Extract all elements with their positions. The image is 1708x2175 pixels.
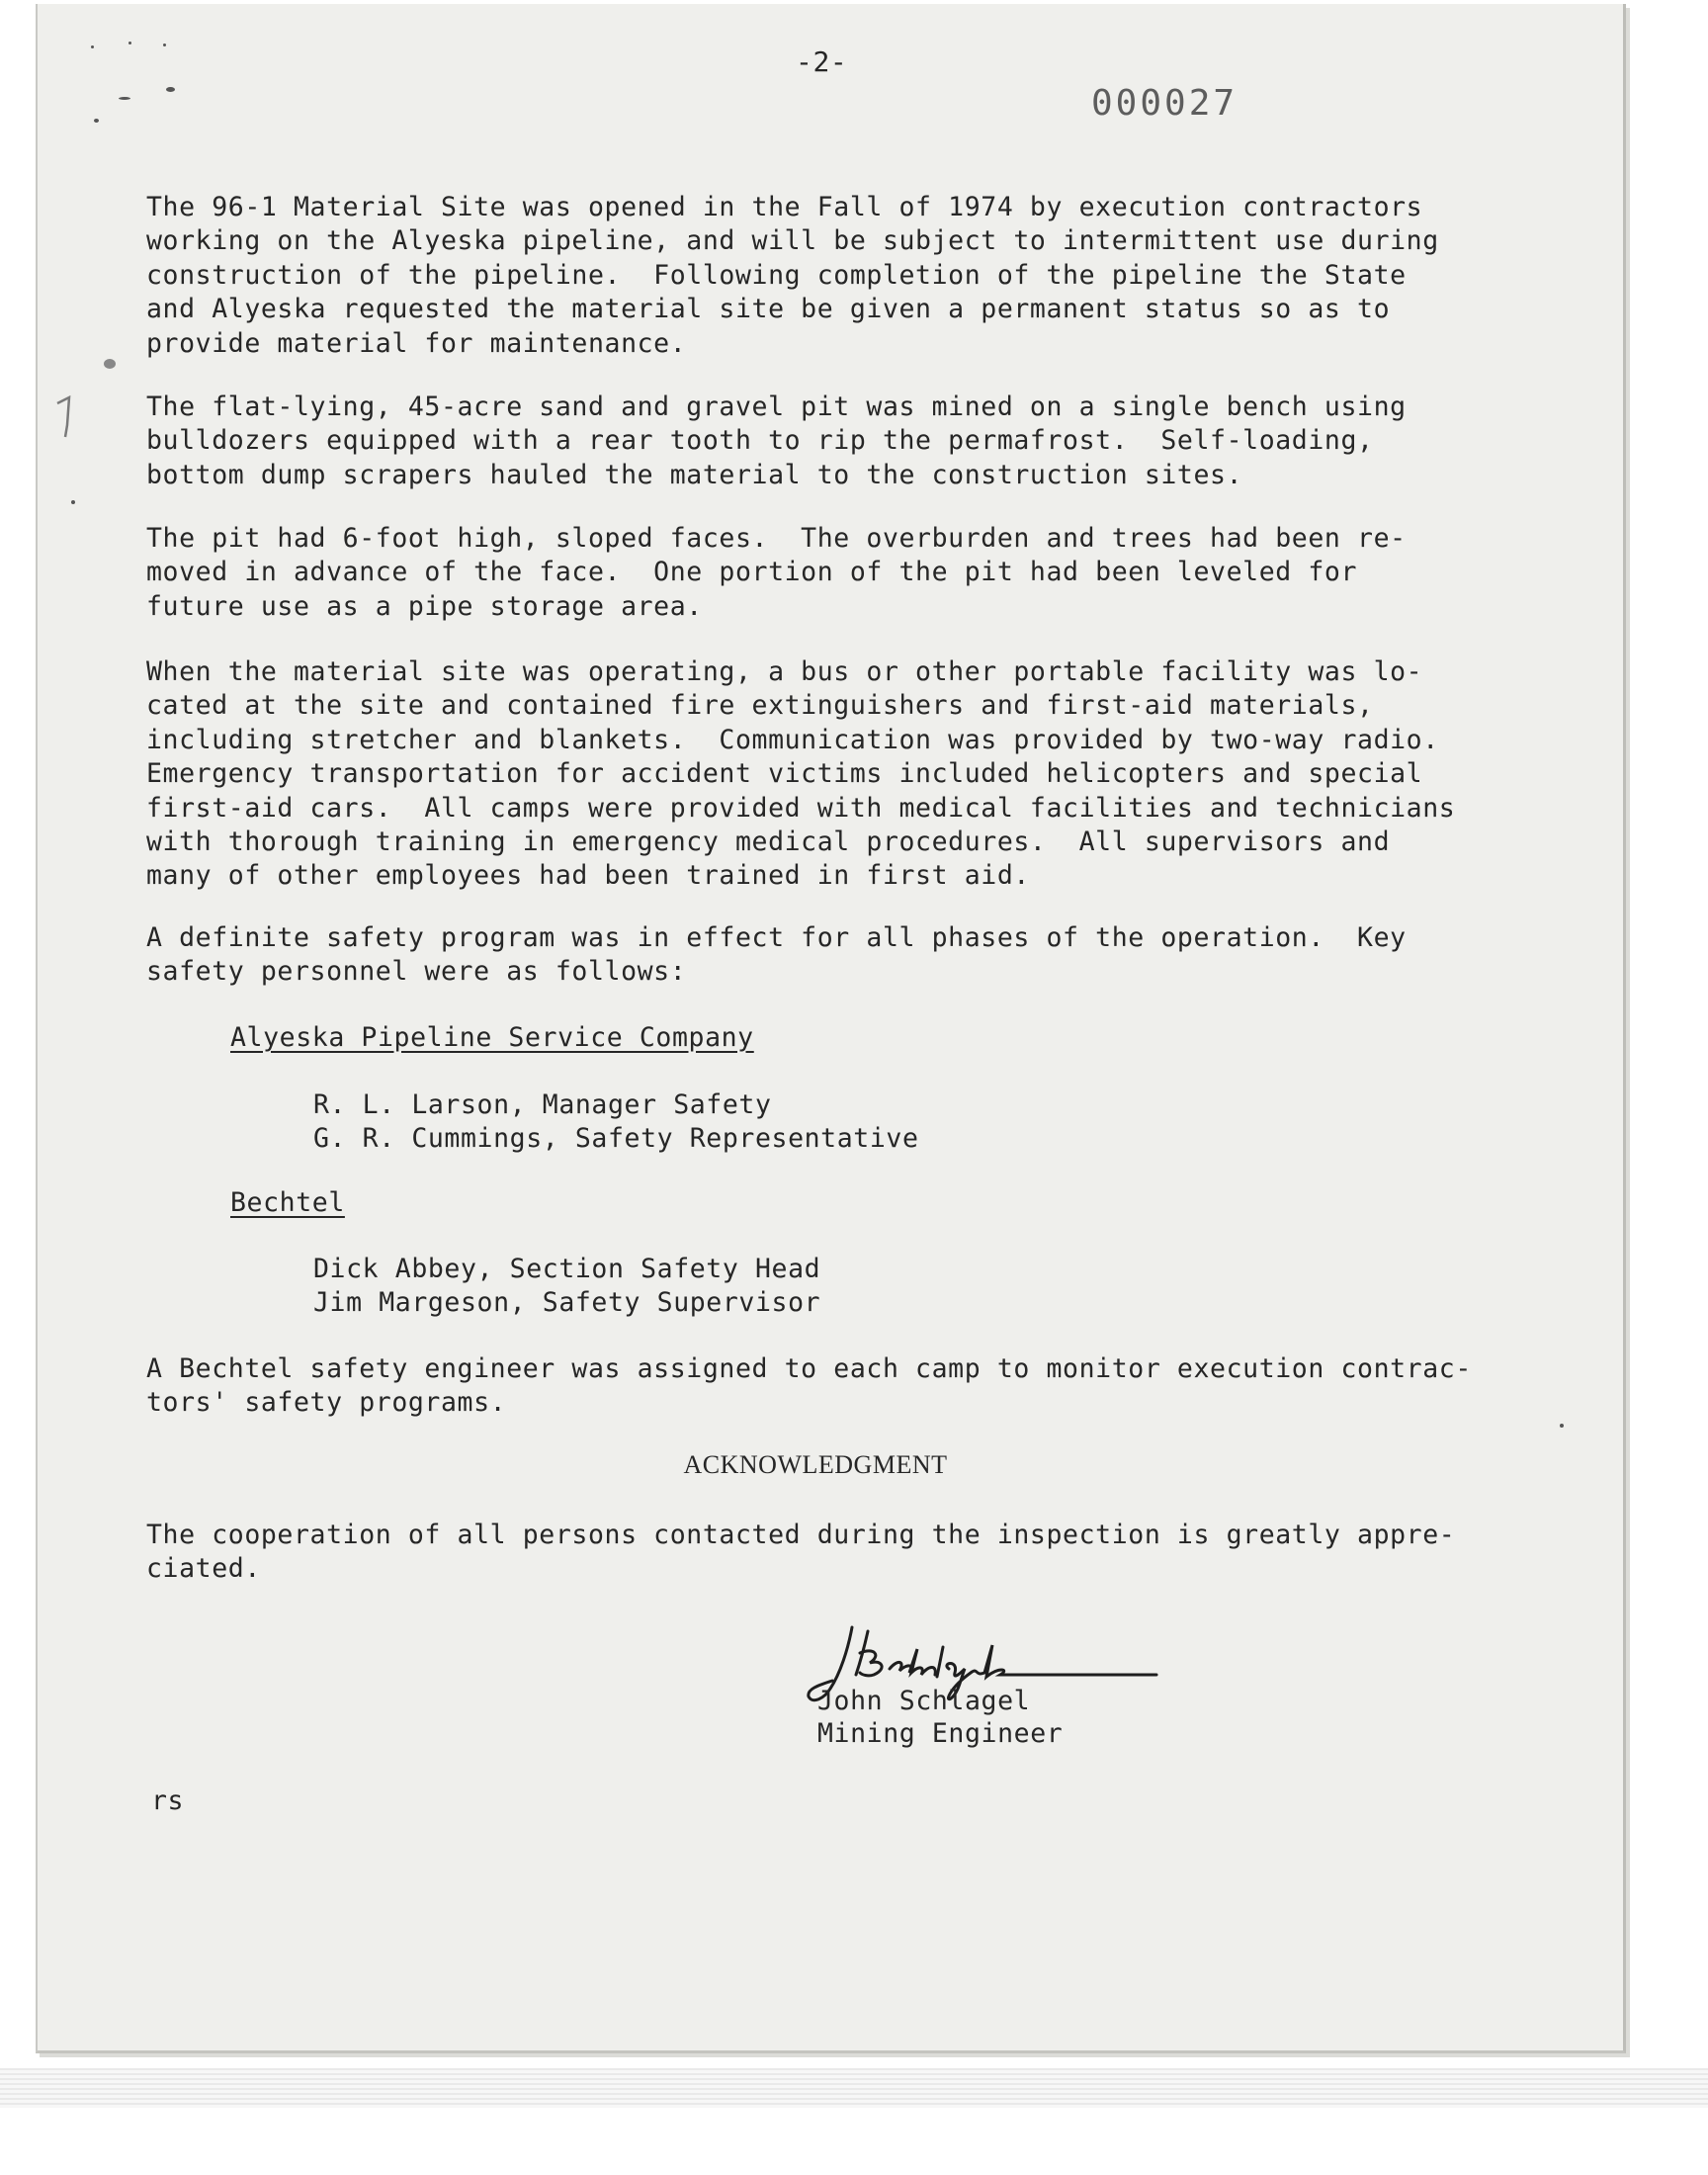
acknowledgment-heading: ACKNOWLEDGMENT — [683, 1450, 948, 1479]
signer-name: John Schlagel — [817, 1686, 1031, 1716]
scan-speck — [166, 87, 175, 92]
scan-speck — [163, 44, 166, 46]
company-heading-bechtel: Bechtel — [230, 1187, 345, 1218]
paragraph-pit-mining: The flat-lying, 45-acre sand and gravel pit was mined on a single bench using bulldozers equipped with a rear tooth to rip the permafrost. Self-loading, bottom dump scrapers hauled the material to the construction sites. — [146, 392, 1407, 490]
personnel-list-bechtel: Dick Abbey, Section Safety Head Jim Margeson, Safety Supervisor — [313, 1254, 821, 1319]
paragraph-pit-faces: The pit had 6-foot high, sloped faces. The overburden and trees had been re- moved in advance of the face. One portion of the pit had been leveled for future use as a pipe storage area. — [146, 523, 1407, 622]
scan-speck — [119, 97, 130, 100]
scan-speck — [91, 45, 94, 48]
company-heading-alyeska: Alyeska Pipeline Service Company — [230, 1022, 754, 1053]
typist-initials: rs — [151, 1785, 185, 1816]
scan-speck — [104, 359, 116, 369]
acknowledgment-text: The cooperation of all persons contacted during the inspection is greatly appre- ciated. — [146, 1520, 1456, 1585]
personnel-list-alyeska: R. L. Larson, Manager Safety G. R. Cummings, Safety Representative — [313, 1089, 919, 1155]
margin-mark — [49, 386, 79, 445]
scanner-edge — [0, 2068, 1708, 2108]
paragraph-safety-program: A definite safety program was in effect for all phases of the operation. Key safety personnel were as follows: — [146, 922, 1407, 988]
scan-speck — [94, 119, 99, 123]
paragraph-material-site: The 96-1 Material Site was opened in the Fall of 1974 by execution contractors working on the Alyeska pipeline, and will be subject to intermittent use during construction of the pipeline. Following completion of the pipeline the State and Alyeska requested the material site be given a permanent status so as to provide material for maintenance. — [146, 192, 1439, 359]
scan-speck — [1560, 1424, 1564, 1428]
signer-title: Mining Engineer — [817, 1718, 1064, 1749]
document-number: 000027 — [1091, 83, 1238, 124]
paragraph-facility: When the material site was operating, a bus or other portable facility was lo- cated at the site and contained fire extinguishers and first-aid materials, including stretcher and blankets. Communication was provided by two-way radio. Emergency transportation for accident victims included helicopters and special first-aid cars. All camps were provided with medical facilities and technicians with thorough training in emergency medical procedures. All supervisors and many of other employees had been trained in first aid. — [146, 656, 1456, 892]
page-number: -2- — [796, 45, 848, 78]
scan-speck — [128, 42, 131, 44]
paragraph-bechtel-engineer: A Bechtel safety engineer was assigned to each camp to monitor execution contrac- tors' safety programs. — [146, 1353, 1472, 1419]
scan-speck — [71, 500, 75, 504]
